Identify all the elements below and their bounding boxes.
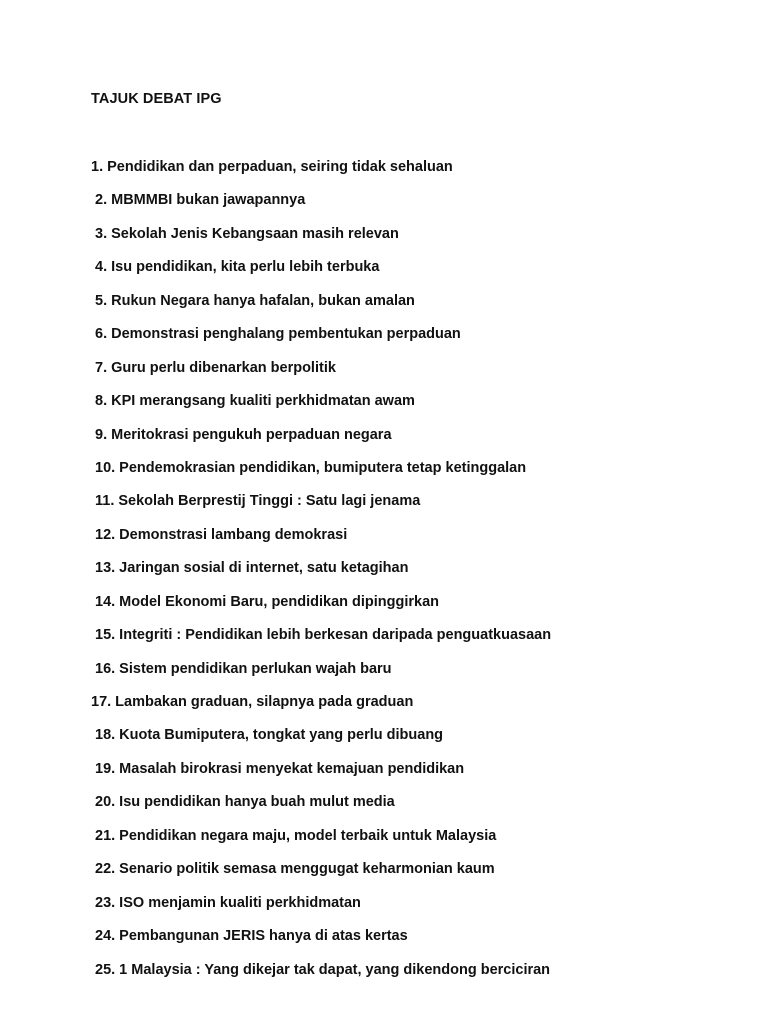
list-item: 12. Demonstrasi lambang demokrasi: [95, 526, 348, 543]
list-item: 15. Integriti : Pendidikan lebih berkesan daripada penguatkuasaan: [95, 627, 552, 644]
list-item: 18. Kuota Bumiputera, tongkat yang perlu dibuang: [95, 727, 444, 744]
list-item: 10. Pendemokrasian pendidikan, bumiputera tetap ketinggalan: [95, 459, 527, 476]
debate-topic-list: [0, 157, 551, 993]
list-item: 21. Pendidikan negara maju, model terbaik untuk Malaysia: [95, 827, 497, 844]
list-item: 22. Senario politik semasa menggugat keharmonian kaum: [95, 861, 495, 878]
list-item: 16. Sistem pendidikan perlukan wajah baru: [95, 660, 392, 677]
list-item: 13. Jaringan sosial di internet, satu ketagihan: [95, 560, 409, 577]
list-item: 4. Isu pendidikan, kita perlu lebih terbuka: [95, 259, 380, 276]
list-item: 8. KPI merangsang kualiti perkhidmatan awam: [95, 393, 415, 410]
list-item: 20. Isu pendidikan hanya buah mulut media: [95, 794, 395, 811]
list-item: 11. Sekolah Berprestij Tinggi : Satu lagi jenama: [95, 493, 421, 510]
list-item: 24. Pembangunan JERIS hanya di atas kertas: [95, 928, 408, 945]
list-item: 23. ISO menjamin kualiti perkhidmatan: [95, 894, 361, 911]
list-item: 19. Masalah birokrasi menyekat kemajuan pendidikan: [95, 760, 465, 777]
list-item: 3. Sekolah Jenis Kebangsaan masih relevan: [95, 225, 399, 242]
list-item: 25. 1 Malaysia : Yang dikejar tak dapat, yang dikendong berciciran: [95, 961, 551, 978]
list-item: 9. Meritokrasi pengukuh perpaduan negara: [95, 426, 392, 443]
list-item: 1. Pendidikan dan perpaduan, seiring tidak sehaluan: [91, 159, 453, 175]
list-item: 17. Lambakan graduan, silapnya pada graduan: [91, 694, 414, 710]
list-item: 14. Model Ekonomi Baru, pendidikan dipinggirkan: [95, 593, 440, 610]
list-item: 2. MBMMBI bukan jawapannya: [95, 192, 306, 209]
list-item: 6. Demonstrasi penghalang pembentukan perpaduan: [95, 326, 461, 343]
document-title: TAJUK DEBAT IPG: [91, 91, 222, 107]
list-item: 7. Guru perlu dibenarkan berpolitik: [95, 359, 336, 376]
list-item: 5. Rukun Negara hanya hafalan, bukan amalan: [95, 292, 415, 309]
